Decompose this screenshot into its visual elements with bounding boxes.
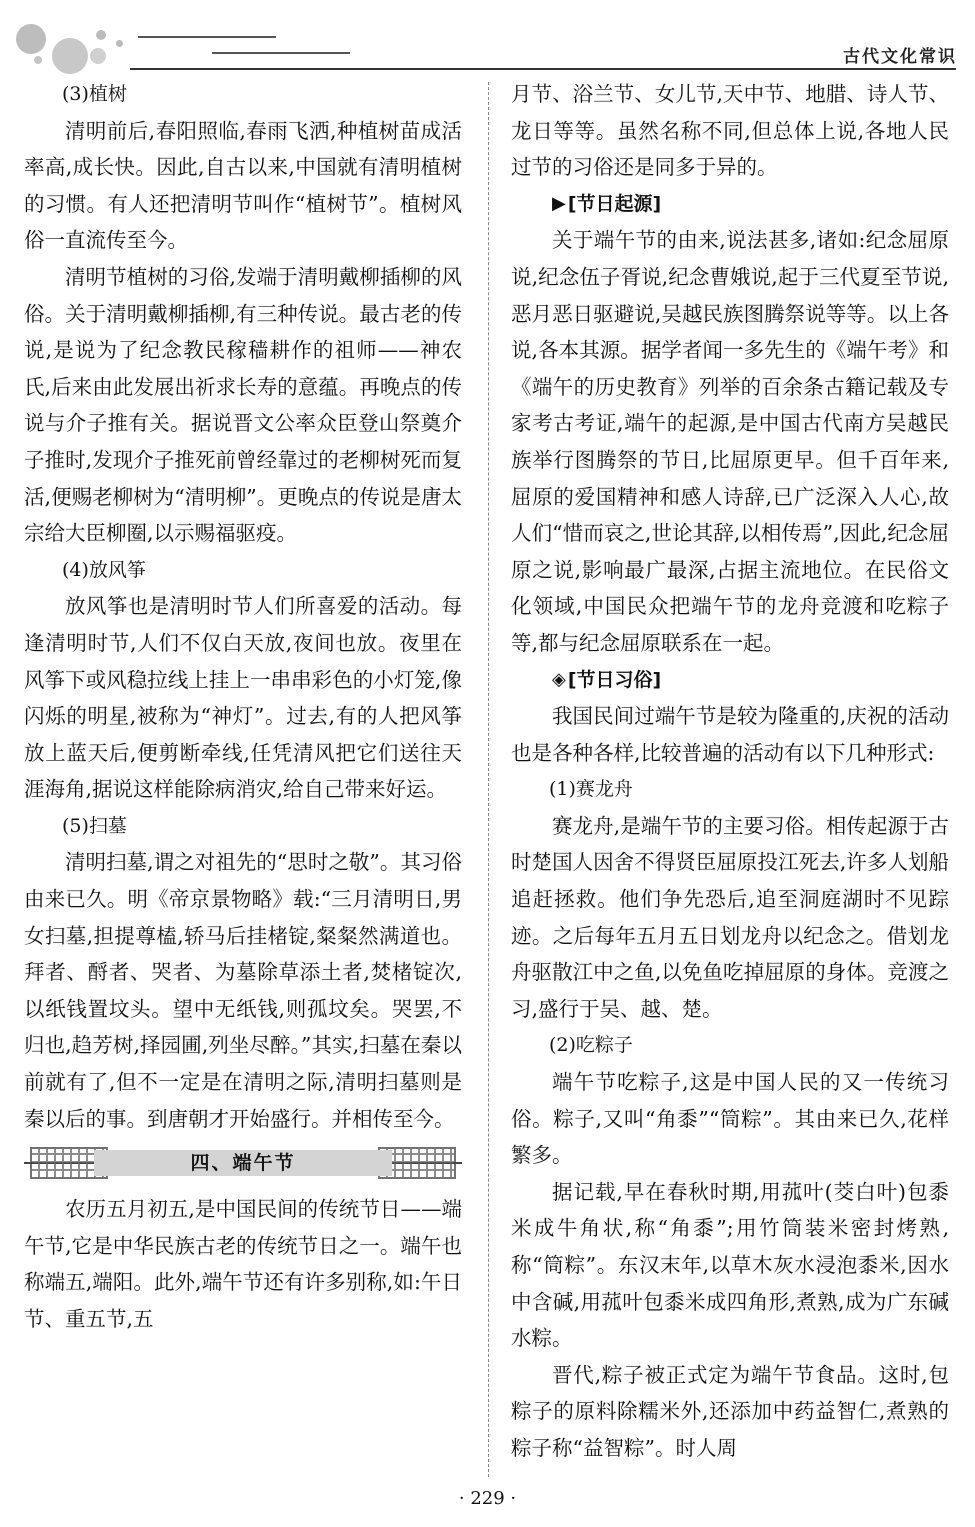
right-column — [511, 76, 949, 1467]
banner-title-wrap — [24, 1145, 462, 1181]
subheading-saomu: (5)扫墓 — [62, 814, 127, 837]
paragraph: 月节、浴兰节、女儿节,天中节、地腊、诗人节、龙日等等。虽然名称不同,但总体上说,各地人民过节的习俗还是同多于异的。 — [511, 82, 949, 180]
heading-xisu — [511, 662, 949, 699]
decor-dot-3 — [34, 56, 42, 64]
paragraph: 我国民间过端午节是较为隆重的,庆祝的活动也是各种各样,比较普遍的活动有以下几种形式: — [511, 704, 949, 765]
page-header — [0, 0, 975, 80]
heading-qiyuan — [511, 186, 949, 223]
subheading-zhishu: (3)植树 — [62, 83, 127, 105]
paragraph: 晋代,粽子被正式定为端午节食品。这时,包粽子的原料除糯米外,还添加中药益智仁,煮熟的粽子称“益智粽”。时人周 — [511, 1362, 949, 1460]
diamond-bullet-icon: ◈ — [552, 668, 566, 690]
column-divider — [488, 82, 489, 1477]
header-rule-short — [138, 36, 276, 38]
header-title: 古代文化常识 — [843, 47, 957, 67]
decor-dot-2 — [116, 40, 123, 47]
section-title: 四、端午节 — [180, 1152, 305, 1174]
subheading-zongzi: (2)吃粽子 — [549, 1034, 633, 1057]
heading-xisu-text: [节日习俗] — [567, 668, 662, 691]
triangle-bullet-icon: ▶ — [552, 192, 566, 214]
decor-circle-large — [16, 24, 46, 54]
paragraph: 清明扫墓,谓之对祖先的“思时之敬”。其习俗由来已久。明《帝京景物略》载:“三月清明日,男女扫墓,担提尊榼,轿马后挂楮锭,粲粲然满道也。拜者、酹者、哭者、为墓除草添土者,焚楮锭次,以纸钱置坟头。望中无纸钱,则孤坟矣。哭罢,不归也,趋芳树,择园圃,列坐尽醉。”其实,扫墓在秦以前就有了,但不一定是在清明之际,清明扫墓则是秦以后的事。到唐朝才开始盛行。并相传至今。 — [24, 850, 462, 1131]
paragraph: 端午节吃粽子,这是中国人民的又一传统习俗。粽子,又叫“角黍”“筒粽”。其由来已久,花样繁多。 — [511, 1070, 949, 1168]
paragraph: 清明节植树的习俗,发端于清明戴柳插柳的风俗。关于清明戴柳插柳,有三种传说。最古老的传说,是说为了纪念教民稼穑耕作的祖师——神农氏,后来由此发展出祈求长寿的意蕴。再晚点的传说与介子推有关。据说晋文公率众臣登山祭奠介子推时,发现介子推死前曾经靠过的老柳树死而复活,便赐老柳树为“清明柳”。更晚点的传说是唐太宗给大臣柳圈,以示赐福驱疫。 — [24, 264, 462, 546]
heading-qiyuan-text: [节日起源] — [567, 192, 662, 215]
decor-circle-medium — [52, 38, 88, 74]
decor-dot-1 — [96, 30, 106, 40]
paragraph: 关于端午节的由来,说法甚多,诸如:纪念屈原说,纪念伍子胥说,纪念曹娥说,起于三代夏至节说,恶月恶日驱避说,吴越民族图腾祭说等等。以上各说,各本其源。据学者闻一多先生的《端午考》和《端午的历史教育》列举的百余条古籍记载及专家考古考证,端午的起源,是中国古代南方吴越民族举行图腾祭的节日,比屈原更早。但千百年来,屈原的爱国精神和感人诗辞,已广泛深入人心,故人们“惜而哀之,世论其辞,以相传焉”,因此,纪念屈原之说,影响最广最深,占据主流地位。在民俗文化领域,中国民众把端午节的龙舟竞渡和吃粽子等,都与纪念屈原联系在一起。 — [511, 228, 949, 655]
header-rule-full — [130, 68, 956, 70]
paragraph: 农历五月初五,是中国民间的传统节日——端午节,它是中华民族古老的传统节日之一。端午也称端五,端阳。此外,端午节还有许多别称,如:午日节、重五节,五 — [24, 1197, 462, 1331]
paragraph: 据记载,早在春秋时期,用菰叶(茭白叶)包黍米成牛角状,称“角黍”;用竹筒装米密封烤熟,称“筒粽”。东汉末年,以草木灰水浸泡黍米,因水中含碱,用菰叶包黍米成四角形,煮熟,成为广东碱水粽。 — [511, 1179, 949, 1351]
subheading-fengzheng: (4)放风筝 — [62, 558, 146, 581]
paragraph: 放风筝也是清明时节人们所喜爱的活动。每逢清明时节,人们不仅白天放,夜间也放。夜里在风筝下或风稳拉线上挂上一串串彩色的小灯笼,像闪烁的明星,被称为“神灯”。过去,有的人把风筝放上蓝天后,便剪断牵线,任凭清风把它们送往天涯海角,据说这样能除病消灾,给自己带来好运。 — [24, 594, 462, 802]
paragraph: 赛龙舟,是端午节的主要习俗。相传起源于古时楚国人因舍不得贤臣屈原投江死去,许多人划船追赶拯救。他们争先恐后,追至洞庭湖时不见踪迹。之后每年五月五日划龙舟以纪念之。借划龙舟驱散江中之鱼,以免鱼吃掉屈原的身体。竞渡之习,盛行于吴、越、楚。 — [511, 813, 949, 1021]
section-banner — [24, 1145, 462, 1181]
page-number: · 229 · — [458, 1488, 517, 1509]
header-rule-medium — [212, 52, 350, 54]
left-column — [24, 76, 462, 1338]
decor-circle-small — [90, 48, 106, 64]
paragraph: 清明前后,春阳照临,春雨飞洒,种植树苗成活率高,成长快。因此,自古以来,中国就有清明植树的习惯。有人还把清明节叫作“植树节”。植树风俗一直流传至今。 — [24, 118, 462, 253]
subheading-longzhou: (1)赛龙舟 — [549, 778, 633, 801]
